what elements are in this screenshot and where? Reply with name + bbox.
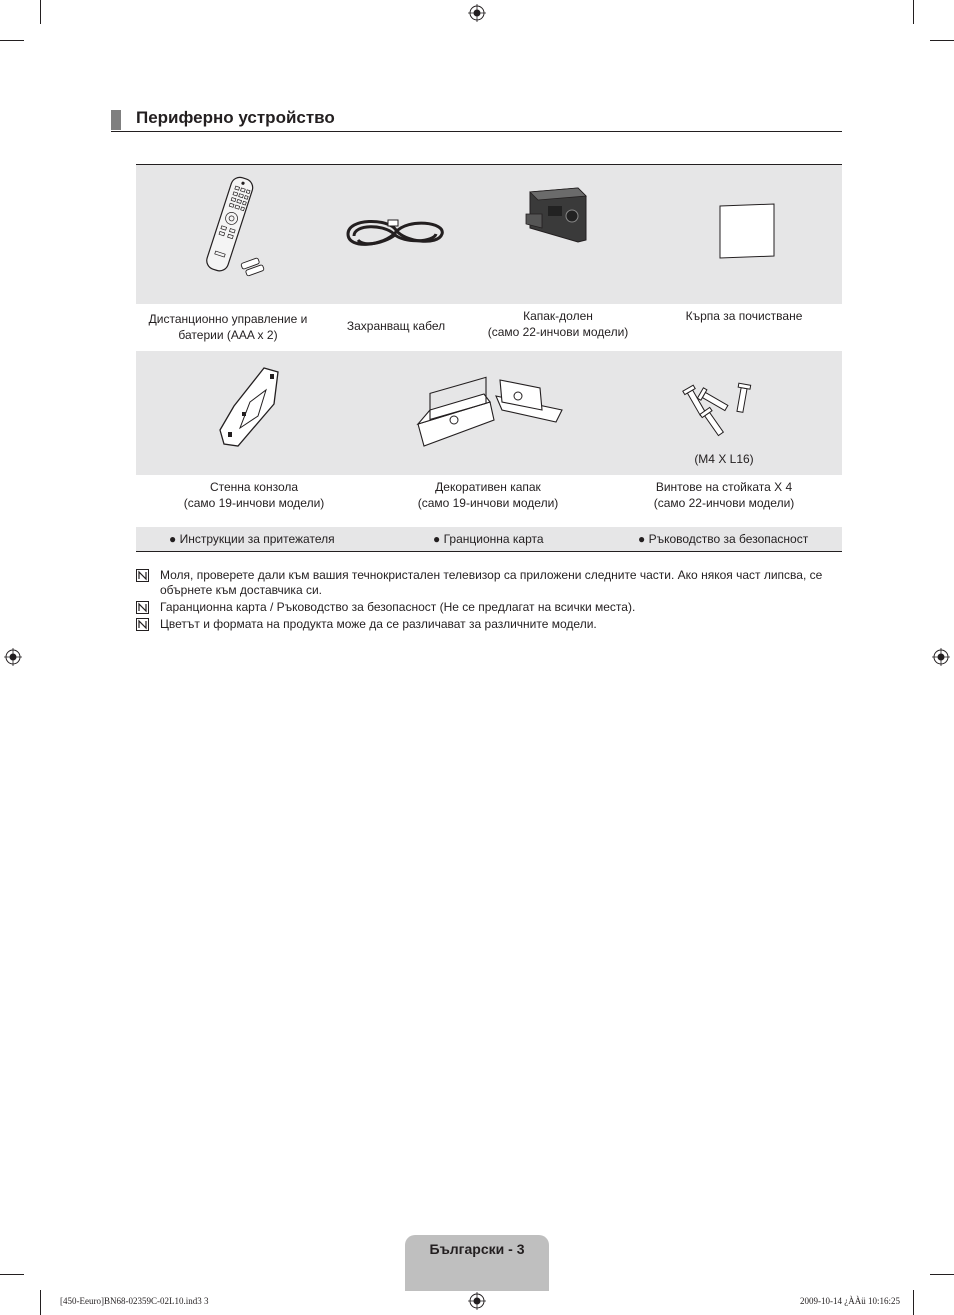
- document-item: ● Инструкции за притежателя: [169, 532, 335, 546]
- document-item: ● Гранционна карта: [433, 532, 544, 546]
- note-line: Моля, проверете дали към вашия течнокристален телевизор са приложени следните части. Ако някоя част липсва, се: [160, 568, 823, 582]
- crop-mark: [930, 40, 954, 41]
- note-item: [136, 600, 842, 616]
- caption-line: Кърпа за почистване: [685, 309, 803, 323]
- registration-mark-icon: [4, 648, 22, 666]
- caption-remote-control: [136, 311, 320, 343]
- stand-screws-icon: [682, 380, 752, 440]
- caption-power-cable: [316, 318, 476, 334]
- section-marker: [111, 110, 121, 130]
- caption-line: (само 22-инчови модели): [653, 496, 795, 510]
- table-bottom-rule: [136, 551, 842, 552]
- caption-line: батерии (AAA x 2): [178, 328, 278, 342]
- caption-line: Дистанционно управление и: [148, 312, 308, 326]
- cleaning-cloth-icon: [716, 202, 778, 260]
- caption-line: (само 19-инчови модели): [183, 496, 325, 510]
- remote-control-icon: [190, 170, 280, 280]
- caption-line: Стенна конзола: [209, 480, 299, 494]
- registration-mark-icon: [932, 648, 950, 666]
- crop-mark: [40, 1290, 41, 1315]
- crop-mark: [40, 0, 41, 24]
- note-line: обърнете към доставчика си.: [160, 583, 322, 597]
- crop-mark: [930, 1274, 954, 1275]
- registration-mark-icon: [468, 1292, 486, 1310]
- page-number-label: Български - 3: [429, 1241, 525, 1257]
- caption-cleaning-cloth: [654, 308, 834, 324]
- section-title: Периферно устройство: [136, 108, 335, 127]
- caption-line: Захранващ кабел: [346, 319, 446, 333]
- registration-mark-icon: [468, 4, 486, 22]
- screw-spec-label: (M4 X L16): [694, 452, 754, 466]
- caption-wall-bracket: [164, 479, 344, 511]
- caption-line: Декоративен капак: [435, 480, 541, 494]
- bottom-cover-icon: [522, 184, 594, 246]
- footer-timestamp: 2009-10-14 ¿ÀÀü 10:16:25: [800, 1296, 900, 1306]
- section-rule: [111, 131, 842, 132]
- caption-line: (само 22-инчови модели): [487, 325, 629, 339]
- note-icon: [136, 569, 149, 582]
- caption-line: Капак-долен: [523, 309, 593, 323]
- document-item: ● Ръководство за безопасност: [638, 532, 809, 546]
- note-text: [160, 600, 840, 615]
- caption-line: Винтове на стойката X 4: [655, 480, 793, 494]
- note-icon: [136, 601, 149, 614]
- crop-mark: [913, 1290, 914, 1315]
- footer-file-info: [450-Eeuro]BN68-02359C-02L10.ind3 3: [60, 1296, 209, 1306]
- note-line: Гаранционна карта / Ръководство за безопасност (Не се предлагат на всички места).: [160, 600, 636, 614]
- note-icon: [136, 618, 149, 631]
- note-text: [160, 568, 840, 598]
- crop-mark: [913, 0, 914, 24]
- note-text: [160, 617, 840, 632]
- caption-line: (само 19-инчови модели): [417, 496, 559, 510]
- decorative-cover-icon: [414, 376, 566, 448]
- caption-bottom-cover: [468, 308, 648, 340]
- crop-mark: [0, 40, 24, 41]
- crop-mark: [0, 1274, 24, 1275]
- note-line: Цветът и формата на продукта може да се различават за различните модели.: [160, 617, 597, 631]
- wall-bracket-icon: [214, 364, 286, 450]
- caption-decorative-cover: [398, 479, 578, 511]
- caption-stand-screws: [634, 479, 814, 511]
- note-item: [136, 617, 842, 633]
- note-item: [136, 568, 842, 600]
- power-cable-icon: [338, 212, 448, 258]
